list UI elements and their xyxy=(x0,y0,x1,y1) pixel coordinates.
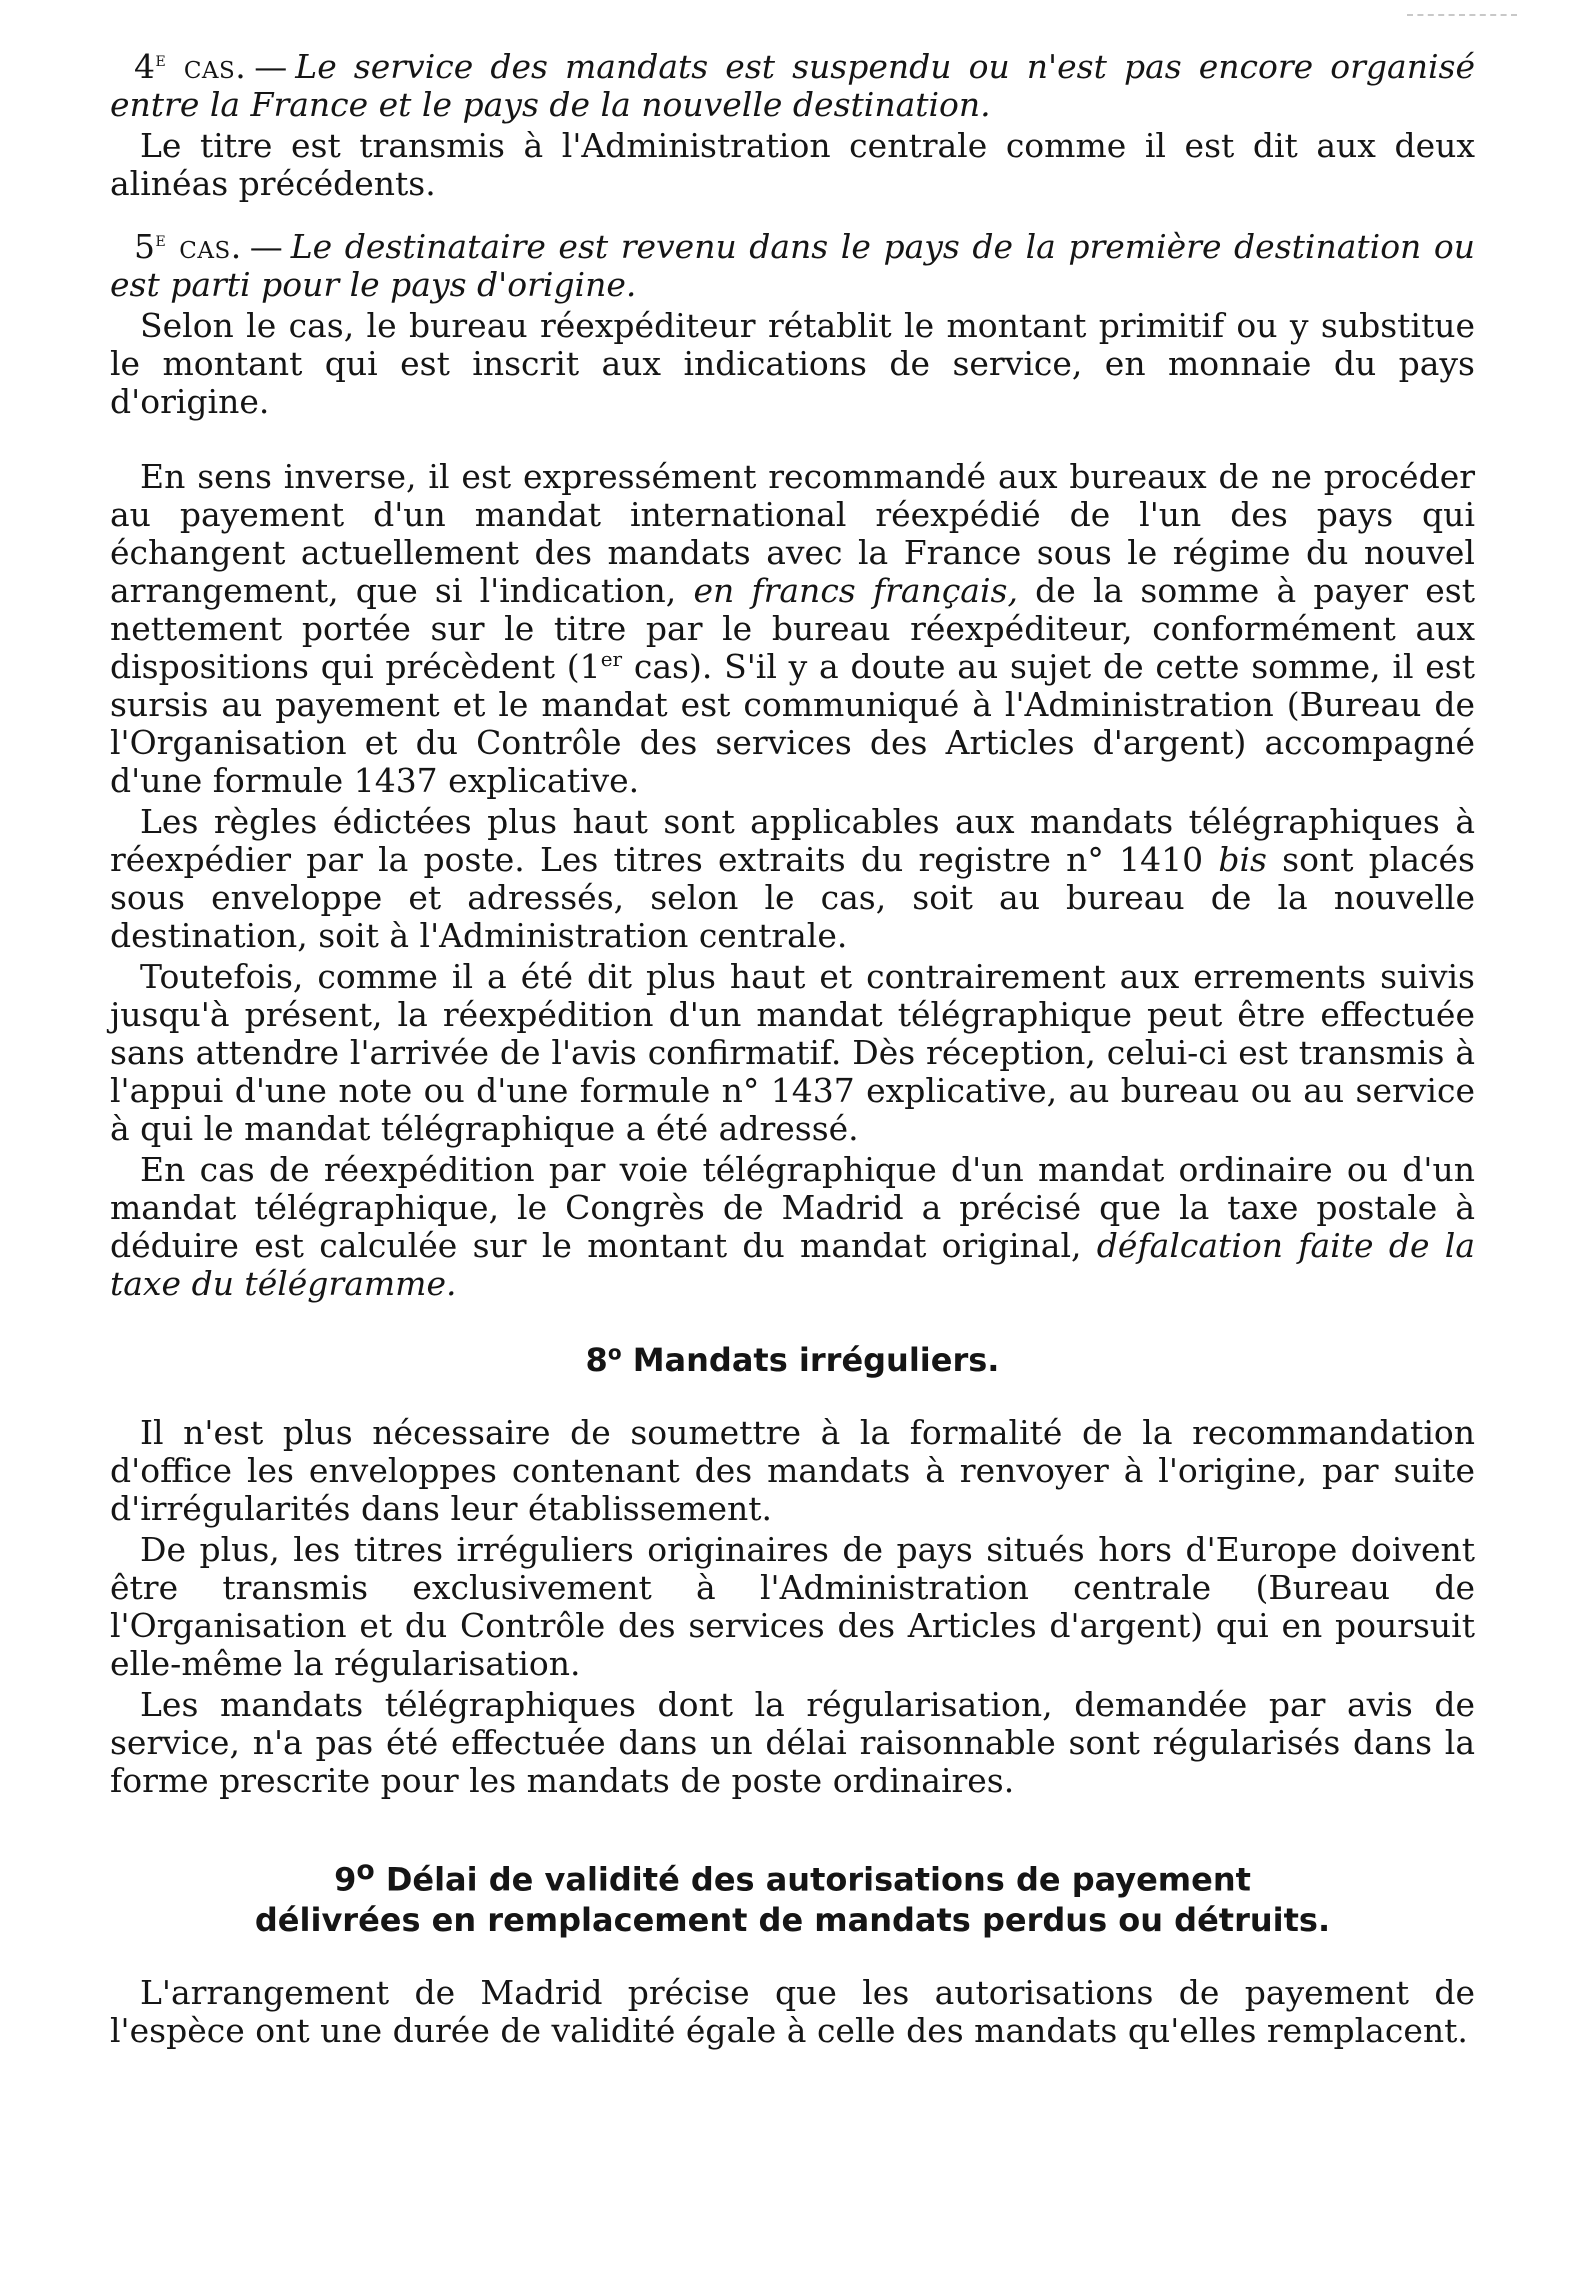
cas5-text: Selon le cas, le bureau réexpéditeur rétablit le montant primitif ou y substitue le montant qui est inscrit aux indications de service, en monnaie du pays d'origine. xyxy=(110,306,1475,421)
section-8-paragraph-2: De plus, les titres irréguliers originaires de pays situés hors d'Europe doivent être transmis exclusivement à l'Administration centrale (Bureau de l'Organisation et du Contrôle des services des Articles d'argent) qui en poursuit elle-même la régularisation. xyxy=(110,1530,1475,1683)
cas4-heading xyxy=(110,48,1475,124)
section-9-title-line-1: 9$^o$ Délai de validité des autorisations de payement xyxy=(334,1855,1251,1899)
cas5-heading-text: Le destinataire est revenu dans le pays de la première destination ou est parti pour le pays d'origine. xyxy=(110,227,1475,304)
section-8-title: 8$^o$ Mandats irréguliers. xyxy=(585,1340,1000,1379)
paragraph-madrid: En cas de réexpédition par voie télégraphique d'un mandat ordinaire ou d'un mandat télégraphique, le Congrès de Madrid a précisé que la taxe postale à déduire est calculée sur le montant du mandat original, défalcation faite de la taxe du télégramme. xyxy=(110,1150,1476,1303)
section-9-paragraph: L'arrangement de Madrid précise que les autorisations de payement de l'espèce ont une durée de validité égale à celle des mandats qu'elles remplacent. xyxy=(110,1972,1475,2050)
cas4-heading-text: Le service des mandats est suspendu ou n'est pas encore organisé entre la France et le pays de la nouvelle destination. xyxy=(110,47,1475,124)
cas5-dash: — xyxy=(249,227,283,266)
cas5-label: 5e cas. xyxy=(134,227,242,266)
paragraph-regles: Les règles édictées plus haut sont applicables aux mandats télégraphiques à réexpédier par la poste. Les titres extraits du registre n° 1410 bis sont placés sous enveloppe et adressés, selon le cas, soit au bureau de la nouvelle destination, soit à l'Administration centrale. xyxy=(110,802,1475,955)
section-8-paragraph-3: Les mandats télégraphiques dont la régularisation, demandée par avis de service, n'a pas été effectuée dans un délai raisonnable sont régularisés dans la forme prescrite pour les mandats de poste ordinaires. xyxy=(110,1685,1475,1800)
section-9-title xyxy=(110,1851,1475,1940)
page-edge-mark xyxy=(1407,14,1517,16)
paragraph-toutefois: Toutefois, comme il a été dit plus haut et contrairement aux errements suivis jusqu'à présent, la réexpédition d'un mandat télégraphique peut être effectuée sans attendre l'arrivée de l'avis confirmatif. Dès réception, celui-ci est transmis à l'appui d'une note ou d'une formule n° 1437 explicative, au bureau ou au service à qui le mandat télégraphique a été adressé. xyxy=(110,957,1475,1148)
cas4-dash: — xyxy=(254,47,288,86)
paragraph-sens-inverse: En sens inverse, il est expressément recommandé aux bureaux de ne procéder au payement d'un mandat international réexpédié de l'un des pays qui échangent actuellement des mandats avec la France sous le régime du nouvel arrangement, que si l'indication, en francs français, de la somme à payer est nettement portée sur le titre par le bureau réexpéditeur, conformément aux dispositions qui précèdent (1er cas). S'il y a doute au sujet de cette somme, il est sursis au payement et le mandat est communiqué à l'Administration (Bureau de l'Organisation et du Contrôle des services des Articles d'argent) accompagné d'une formule 1437 explicative. xyxy=(110,457,1475,800)
section-9-title-line-2: délivrées en remplacement de mandats perdus ou détruits. xyxy=(254,1900,1331,1939)
cas5-heading xyxy=(110,228,1475,304)
document-page xyxy=(110,48,1475,2053)
cas4-text: Le titre est transmis à l'Administration centrale comme il est dit aux deux alinéas précédents. xyxy=(110,126,1475,203)
section-8-paragraph-1: Il n'est plus nécessaire de soumettre à la formalité de la recommandation d'office les enveloppes contenant des mandats à renvoyer à l'origine, par suite d'irrégularités dans leur établissement. xyxy=(110,1413,1475,1528)
cas4-label: 4e cas. xyxy=(134,47,247,86)
